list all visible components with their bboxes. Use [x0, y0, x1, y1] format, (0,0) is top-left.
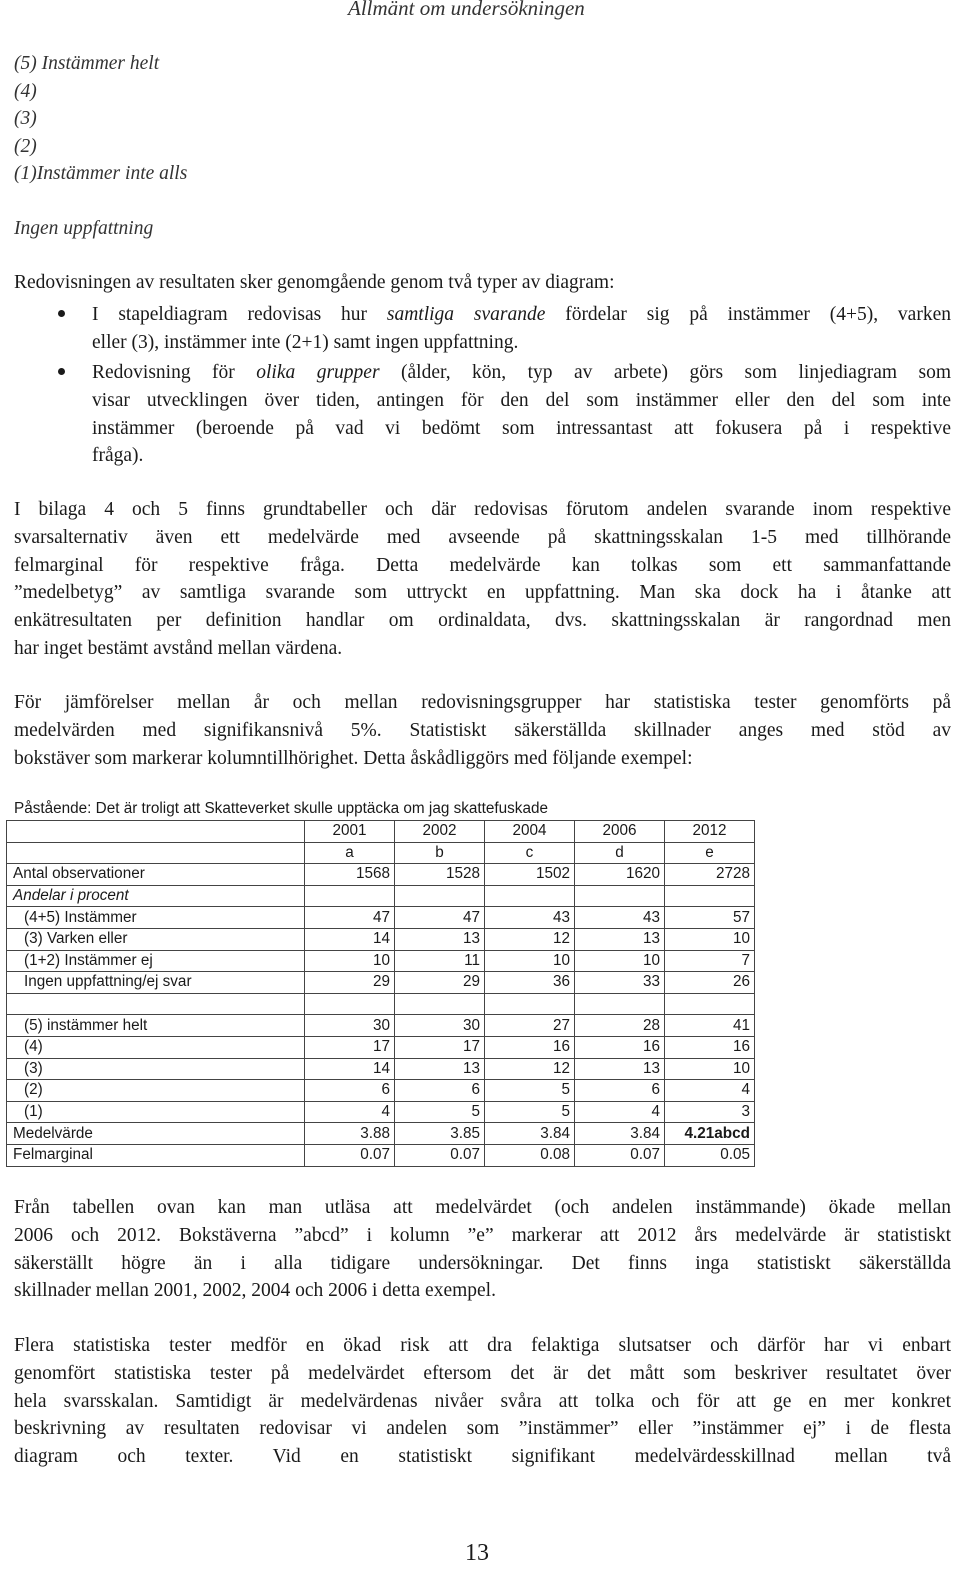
scale-option: (3) — [14, 108, 37, 129]
row-label: (4) — [7, 1036, 305, 1058]
value-cell: 5 — [395, 1101, 485, 1123]
scale-option: (5) Instämmer helt — [14, 53, 160, 74]
bullet-item — [92, 301, 951, 357]
row-label: (2) — [7, 1080, 305, 1102]
value-cell: 13 — [395, 1058, 485, 1080]
paragraph — [14, 1332, 951, 1471]
running-header: Allmänt om undersökningen — [348, 0, 585, 20]
value-cell: 2728 — [665, 864, 755, 886]
value-cell: 5 — [485, 1080, 575, 1102]
paragraph-line: Från tabellen ovan kan man utläsa att medelvärdet (och andelen instämmande) ökade mellan — [14, 1197, 951, 1218]
value-cell: 10 — [575, 950, 665, 972]
no-opinion-option: Ingen uppfattning — [14, 218, 154, 239]
paragraph-line: För jämförelser mellan år och mellan redovisningsgrupper har statistiska tester genomförts på — [14, 692, 951, 713]
row-label: (4+5) Instämmer — [7, 907, 305, 929]
value-cell: 17 — [305, 1036, 395, 1058]
value-cell: 1502 — [485, 864, 575, 886]
row-label — [7, 993, 305, 1015]
value-cell: 7 — [665, 950, 755, 972]
value-cell: 26 — [665, 972, 755, 994]
header-label-cell — [7, 842, 305, 864]
results-table — [6, 820, 755, 1167]
value-cell: 10 — [665, 1058, 755, 1080]
value-cell: 4 — [305, 1101, 395, 1123]
bullet-line: Redovisning för olika grupper (ålder, kön, typ av arbete) görs som linjediagram som — [92, 362, 951, 383]
paragraph-line: ”medelbetyg” av samtliga svarande som uttryckt en uppfattning. Man ska dock ha i åtanke att — [14, 582, 951, 604]
paragraph-line: skillnader mellan 2001, 2002, 2004 och 2006 i detta exempel. — [14, 1280, 496, 1302]
bullet-line: eller (3), instämmer inte (2+1) samt ingen uppfattning. — [92, 331, 519, 353]
column-letter: d — [575, 842, 665, 864]
year-header: 2006 — [575, 821, 665, 843]
row-label: (3) — [7, 1058, 305, 1080]
value-cell: 57 — [665, 907, 755, 929]
paragraph-line: beskrivning av resultaten redovisar vi andelen som ”instämmer” eller ”instämmer ej” i de flesta — [14, 1418, 951, 1440]
table-header-row — [7, 821, 755, 843]
value-cell: 0.07 — [305, 1144, 395, 1166]
value-cell — [395, 885, 485, 907]
value-cell — [665, 993, 755, 1015]
paragraph-line: har inget bestämt avstånd mellan värdena. — [14, 637, 343, 659]
value-cell: 6 — [305, 1080, 395, 1102]
paragraph-line: bokstäver som markerar kolumntillhörighet. Detta åskådliggörs med följande exempel: — [14, 747, 693, 769]
value-cell: 3.88 — [305, 1123, 395, 1145]
value-cell: 41 — [665, 1015, 755, 1037]
row-label: Antal observationer — [7, 864, 305, 886]
paragraph-line: säkerställt högre än i alla tidigare undersökningar. Det finns inga statistiskt säkerställda — [14, 1252, 951, 1274]
value-cell — [485, 885, 575, 907]
page-number: 13 — [465, 1540, 489, 1566]
value-cell: 4 — [575, 1101, 665, 1123]
table-row — [7, 885, 755, 907]
table-row — [7, 972, 755, 994]
paragraph-line: Flera statistiska tester medför en ökad risk att dra felaktiga slutsatser och därför har vi enbart — [14, 1335, 951, 1356]
paragraph-line: felmarginal för respektive fråga. Detta medelvärde kan tolkas som ett sammanfattande — [14, 554, 951, 576]
value-cell — [575, 993, 665, 1015]
row-label: Medelvärde — [7, 1123, 305, 1145]
bullet-line: fråga). — [92, 445, 144, 467]
value-cell: 16 — [575, 1036, 665, 1058]
paragraph-line: svarsalternativ även ett medelvärde med avseende på skattningsskalan 1-5 med tillhörande — [14, 526, 951, 548]
scale-option: (4) — [14, 81, 37, 102]
value-cell: 4.21abcd — [665, 1123, 755, 1145]
table-row — [7, 1101, 755, 1123]
value-cell — [485, 993, 575, 1015]
year-header: 2012 — [665, 821, 755, 843]
value-cell: 1528 — [395, 864, 485, 886]
value-cell: 12 — [485, 1058, 575, 1080]
table-row — [7, 1015, 755, 1037]
value-cell: 16 — [665, 1036, 755, 1058]
value-cell — [305, 885, 395, 907]
value-cell: 43 — [485, 907, 575, 929]
paragraph-line: hela svarsskalan. Samtidigt är medelvärdenas nivåer svåra att tolka och för att ge en mer konkret — [14, 1390, 951, 1412]
paragraph-line: genomfört statistiska tester på medelvärdet eftersom det är det mått som beskriver resultatet över — [14, 1362, 951, 1384]
table-row — [7, 1058, 755, 1080]
value-cell: 3.84 — [485, 1123, 575, 1145]
value-cell: 13 — [575, 1058, 665, 1080]
row-label: Felmarginal — [7, 1144, 305, 1166]
value-cell: 6 — [395, 1080, 485, 1102]
value-cell — [665, 885, 755, 907]
value-cell: 43 — [575, 907, 665, 929]
value-cell: 30 — [305, 1015, 395, 1037]
value-cell: 28 — [575, 1015, 665, 1037]
column-letter: b — [395, 842, 485, 864]
value-cell: 11 — [395, 950, 485, 972]
value-cell: 13 — [575, 928, 665, 950]
value-cell: 10 — [305, 950, 395, 972]
value-cell: 47 — [395, 907, 485, 929]
value-cell: 10 — [485, 950, 575, 972]
value-cell: 5 — [485, 1101, 575, 1123]
row-label: Andelar i procent — [7, 885, 305, 907]
value-cell: 14 — [305, 928, 395, 950]
bullet-icon — [58, 310, 65, 317]
value-cell: 6 — [575, 1080, 665, 1102]
value-cell: 3.84 — [575, 1123, 665, 1145]
row-label: (1+2) Instämmer ej — [7, 950, 305, 972]
table-title: Påstående: Det är troligt att Skatteverket skulle upptäcka om jag skattefuskade — [14, 800, 548, 817]
value-cell: 17 — [395, 1036, 485, 1058]
table-row — [7, 1123, 755, 1145]
value-cell: 1620 — [575, 864, 665, 886]
value-cell: 0.07 — [395, 1144, 485, 1166]
value-cell: 29 — [305, 972, 395, 994]
scale-option: (1)Instämmer inte alls — [14, 163, 188, 184]
table-row — [7, 993, 755, 1015]
scale-option: (2) — [14, 136, 37, 157]
value-cell: 12 — [485, 928, 575, 950]
value-cell — [305, 993, 395, 1015]
value-cell: 14 — [305, 1058, 395, 1080]
paragraph-line: diagram och texter. Vid en statistiskt signifikant medelvärdesskillnad mellan två — [14, 1446, 951, 1468]
column-letter: e — [665, 842, 755, 864]
row-label: (1) — [7, 1101, 305, 1123]
table-row — [7, 950, 755, 972]
column-letter: a — [305, 842, 395, 864]
table-header-row — [7, 842, 755, 864]
value-cell: 3.85 — [395, 1123, 485, 1145]
row-label: (5) instämmer helt — [7, 1015, 305, 1037]
intro-text: Redovisningen av resultaten sker genomgående genom två typer av diagram: — [14, 272, 615, 293]
value-cell: 13 — [395, 928, 485, 950]
value-cell: 1568 — [305, 864, 395, 886]
header-label-cell — [7, 821, 305, 843]
bullet-line: I stapeldiagram redovisas hur samtliga svarande fördelar sig på instämmer (4+5), varken — [92, 304, 951, 325]
table-row — [7, 1080, 755, 1102]
year-header: 2002 — [395, 821, 485, 843]
table-row — [7, 864, 755, 886]
value-cell: 27 — [485, 1015, 575, 1037]
paragraph — [14, 689, 951, 772]
paragraph-line: enkätresultaten per definition handlar om ordinaldata, dvs. skattningsskalan är rangordnad men — [14, 610, 951, 632]
value-cell: 29 — [395, 972, 485, 994]
value-cell: 0.05 — [665, 1144, 755, 1166]
table-row — [7, 1144, 755, 1166]
paragraph — [14, 1194, 951, 1305]
bullet-line: visar utvecklingen över tiden, antingen för den del som instämmer eller den del som inte — [92, 389, 951, 411]
value-cell: 0.08 — [485, 1144, 575, 1166]
value-cell: 16 — [485, 1036, 575, 1058]
value-cell: 30 — [395, 1015, 485, 1037]
value-cell: 36 — [485, 972, 575, 994]
paragraph-line: 2006 och 2012. Bokstäverna ”abcd” i kolumn ”e” markerar att 2012 års medelvärde är statistiskt — [14, 1224, 951, 1246]
value-cell — [575, 885, 665, 907]
table-row — [7, 907, 755, 929]
value-cell — [395, 993, 485, 1015]
value-cell: 47 — [305, 907, 395, 929]
table-row — [7, 928, 755, 950]
bullet-line: instämmer (beroende på vad vi bedömt som intressantast att fokusera på i respektive — [92, 417, 951, 439]
table-row — [7, 1036, 755, 1058]
value-cell: 10 — [665, 928, 755, 950]
column-letter: c — [485, 842, 575, 864]
bullet-item — [92, 359, 951, 470]
paragraph-line: I bilaga 4 och 5 finns grundtabeller och där redovisas förutom andelen svarande inom respektive — [14, 499, 951, 520]
row-label: Ingen uppfattning/ej svar — [7, 972, 305, 994]
year-header: 2001 — [305, 821, 395, 843]
value-cell: 0.07 — [575, 1144, 665, 1166]
row-label: (3) Varken eller — [7, 928, 305, 950]
year-header: 2004 — [485, 821, 575, 843]
value-cell: 4 — [665, 1080, 755, 1102]
value-cell: 3 — [665, 1101, 755, 1123]
value-cell: 33 — [575, 972, 665, 994]
paragraph — [14, 496, 951, 663]
paragraph-line: medelvärden med signifikansnivå 5%. Statistiskt säkerställda skillnader anges med stöd av — [14, 719, 951, 741]
bullet-icon — [58, 368, 65, 375]
